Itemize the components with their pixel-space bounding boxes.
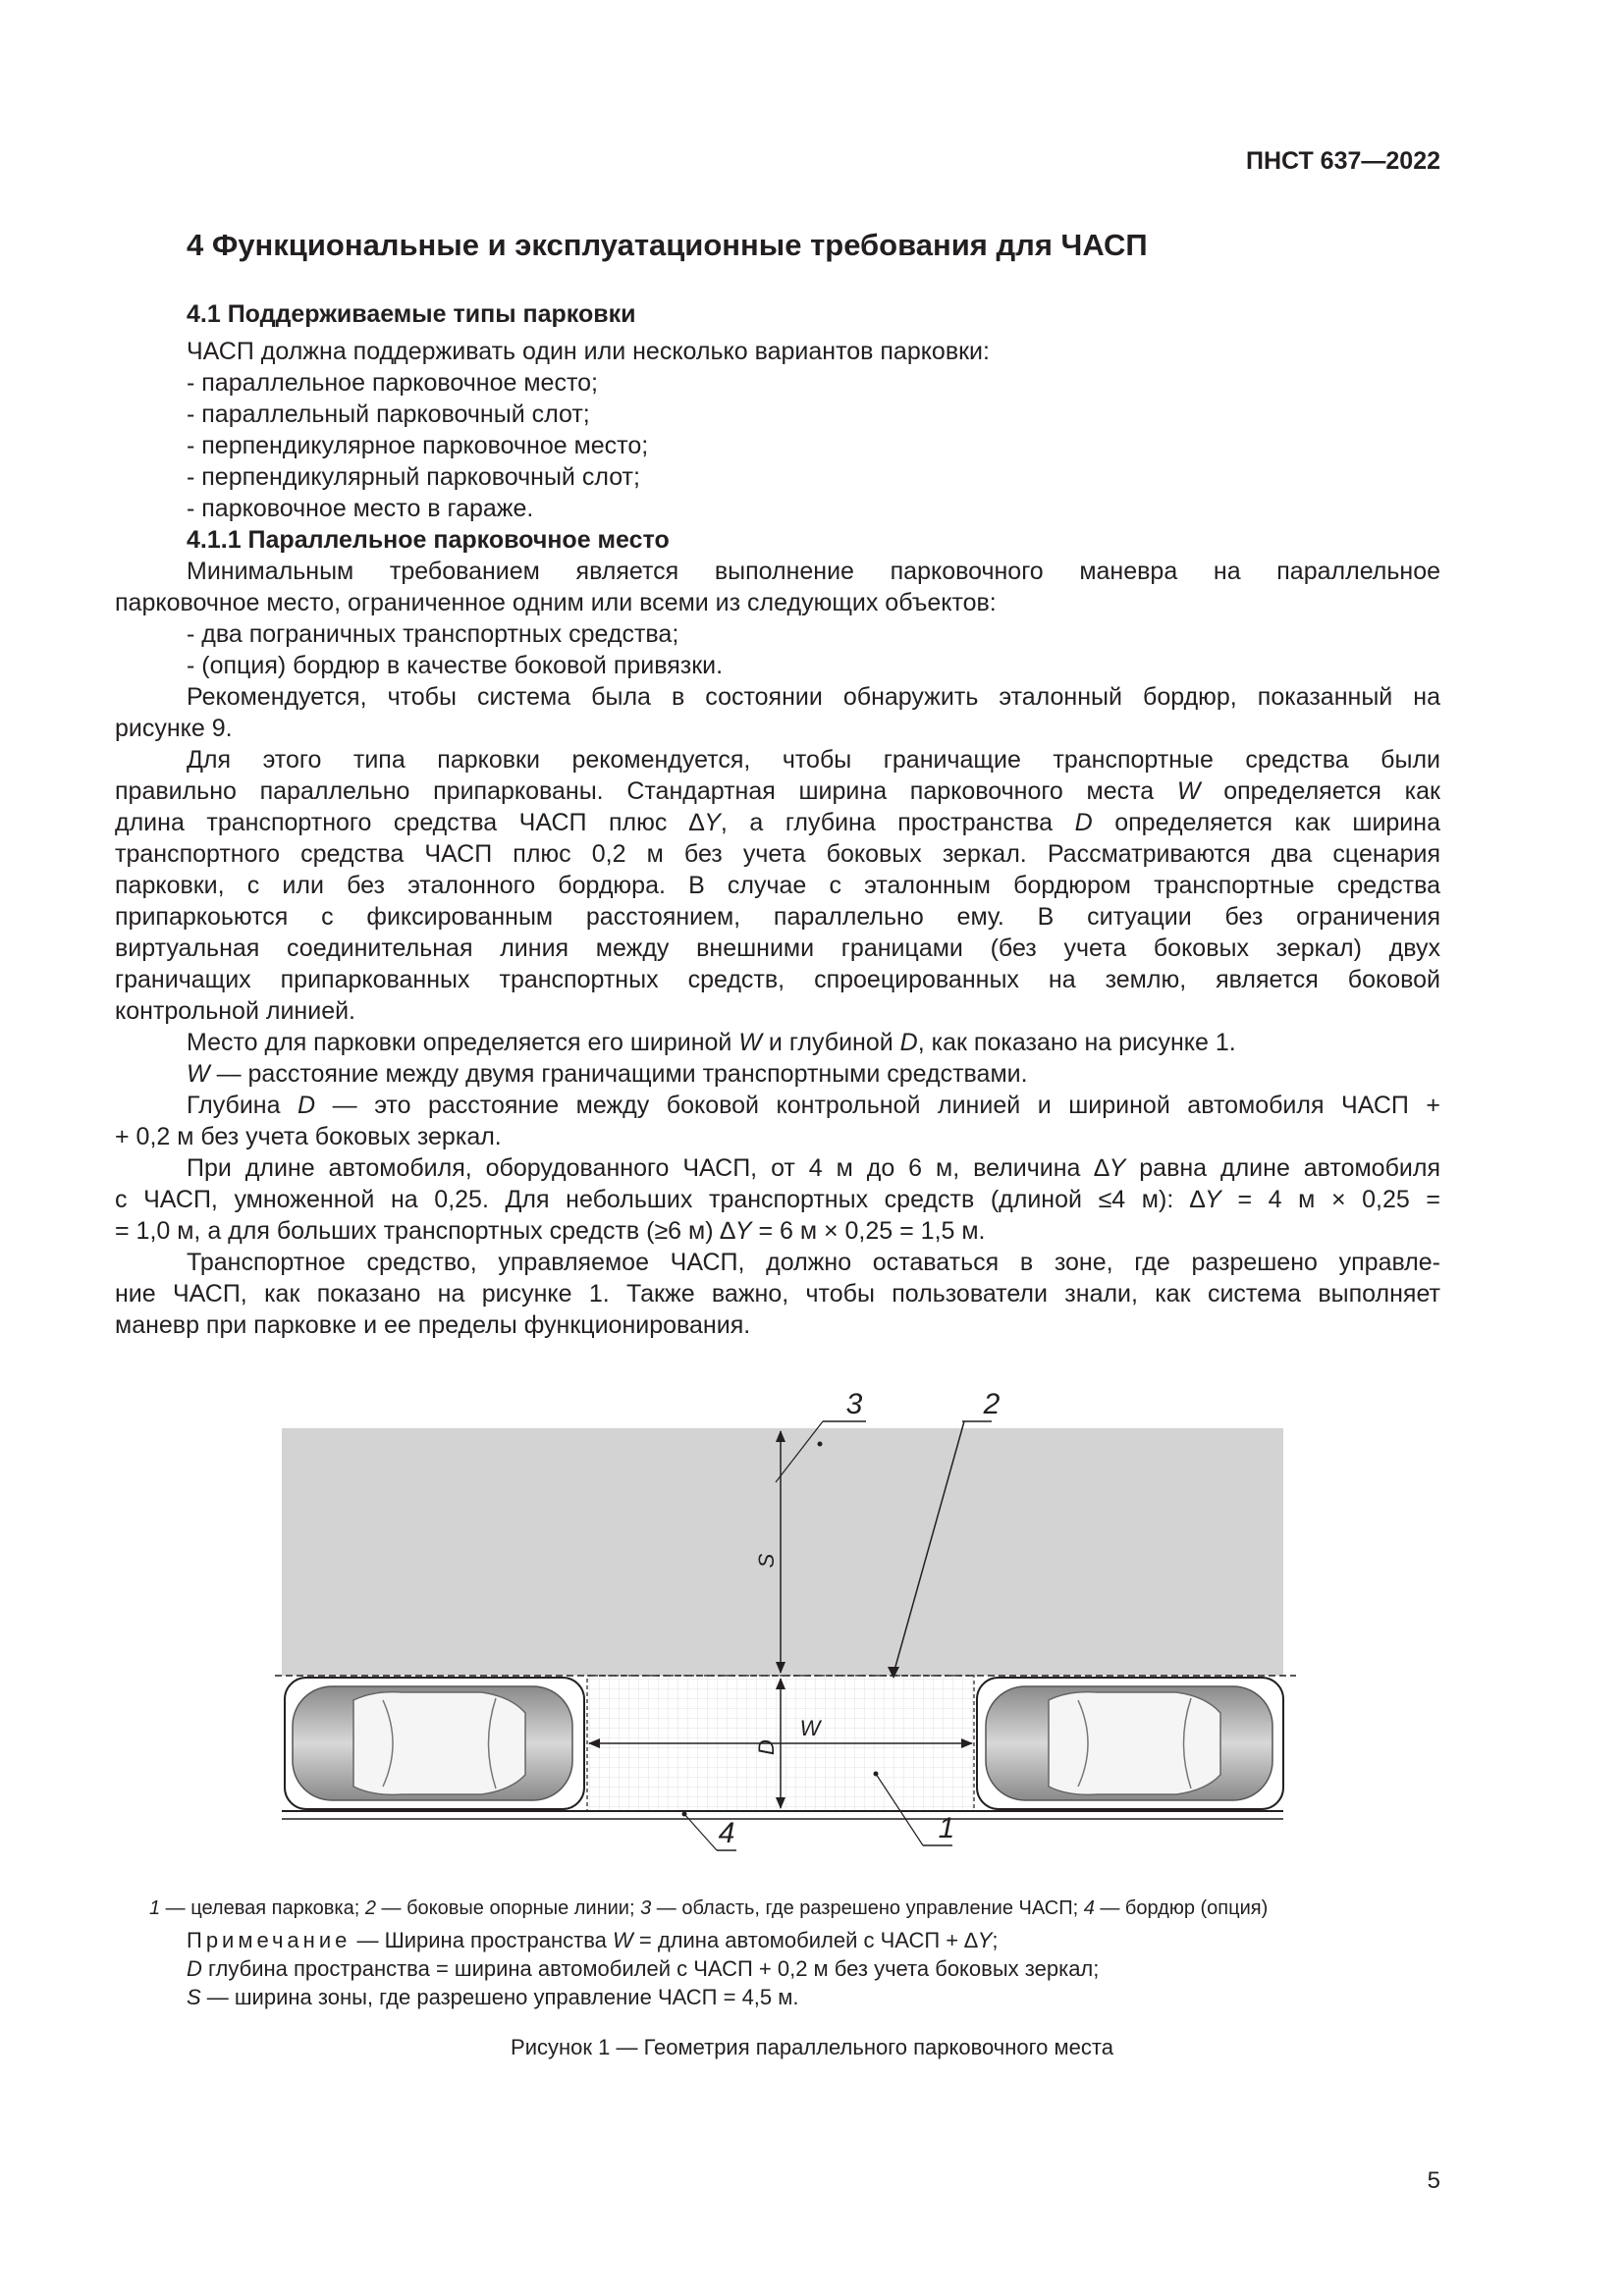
- note-line: D глубина пространства = ширина автомобилей с ЧАСП + 0,2 м без учета боковых зеркал;: [187, 1956, 1100, 1981]
- paragraph-line: длина транспортного средства ЧАСП плюс ∆Y, а глубина пространства D определяется как ширина: [115, 809, 1440, 836]
- list-item: - перпендикулярный парковочный слот;: [187, 463, 640, 491]
- paragraph-line: парковочное место, ограниченное одним или всеми из следующих объектов:: [115, 589, 997, 616]
- paragraph-line: транспортного средства ЧАСП плюс 0,2 м без учета боковых зеркал. Рассматриваются два сценария: [115, 840, 1440, 868]
- figure-caption: Рисунок 1 — Геометрия параллельного парковочного места: [511, 2035, 1113, 2059]
- d-dimension-label: D: [754, 1739, 779, 1755]
- paragraph-line: Рекомендуется, чтобы система была в состоянии обнаружить эталонный бордюр, показанный на: [187, 683, 1440, 711]
- callout-3-dot: [818, 1442, 823, 1447]
- paragraph-line: Транспортное средство, управляемое ЧАСП, должно оставаться в зоне, где разрешено управле-: [187, 1249, 1440, 1276]
- paragraph-line: = 1,0 м, а для больших транспортных средств (≥6 м) ∆Y = 6 м × 0,25 = 1,5 м.: [115, 1217, 986, 1245]
- figure-note: [187, 1926, 1099, 2011]
- section-4-1: [115, 298, 1440, 1341]
- callout-1-dot: [874, 1772, 879, 1777]
- document-code: ПНСТ 637—2022: [1246, 147, 1440, 175]
- right-boundary-car: [977, 1678, 1283, 1809]
- note-heading: Примечание: [187, 1928, 352, 1952]
- paragraph-line: При длине автомобиля, оборудованного ЧАСП, от 4 м до 6 м, величина ∆Y равна длине автомобиля: [187, 1154, 1440, 1182]
- s-dimension-label: S: [754, 1553, 779, 1569]
- paragraph-line: Для этого типа парковки рекомендуется, чтобы граничащие транспортные средства были: [187, 746, 1440, 774]
- page-number: 5: [1427, 2167, 1440, 2194]
- paragraph-line: контрольной линией.: [115, 997, 356, 1025]
- callout-3-label: 3: [845, 1388, 863, 1420]
- list-item: - перпендикулярное парковочное место;: [187, 432, 649, 459]
- paragraph-line: Место для парковки определяется его шириной W и глубиной D, как показано на рисунке 1.: [187, 1029, 1236, 1056]
- callout-4-label: 4: [718, 1817, 735, 1849]
- paragraph-line: Минимальным требованием является выполнение парковочного маневра на параллельное: [187, 558, 1440, 585]
- note-line: Примечание — Ширина пространства W = длина автомобилей с ЧАСП + ∆Y;: [187, 1928, 999, 1952]
- list-item: - параллельное парковочное место;: [187, 369, 598, 397]
- list-item: - два пограничных транспортных средства;: [187, 620, 679, 648]
- paragraph-line: Глубина D — это расстояние между боковой контрольной линией и шириной автомобиля ЧАСП +: [187, 1092, 1440, 1119]
- callout-4-dot: [682, 1812, 687, 1817]
- callout-1-label: 1: [938, 1812, 955, 1844]
- note-line: S — ширина зоны, где разрешено управление ЧАСП = 4,5 м.: [187, 1985, 799, 2009]
- left-boundary-car: [285, 1678, 584, 1809]
- paragraph-line: рисунке 9.: [115, 715, 233, 742]
- subsection-title: 4.1 Поддерживаемые типы парковки: [187, 300, 636, 328]
- paragraph-line: парковки, с или без эталонного бордюра. В случае с эталонным бордюром транспортные средства: [115, 872, 1440, 899]
- list-item: - параллельный парковочный слот;: [187, 400, 590, 428]
- paragraph-line: припаркоьются с фиксированным расстоянием, параллельно ему. В ситуации без ограничения: [115, 903, 1440, 931]
- subsection-title: 4.1.1 Параллельное парковочное место: [187, 526, 670, 554]
- allowed-area: [282, 1428, 1283, 1676]
- section-title: 4 Функциональные и эксплуатационные требования для ЧАСП: [187, 228, 1148, 262]
- paragraph-line: с ЧАСП, умноженной на 0,25. Для небольших транспортных средств (длиной ≤4 м): ∆Y = 4 м × 0,25 =: [115, 1186, 1441, 1213]
- list-item: - парковочное место в гараже.: [187, 495, 534, 522]
- list-item: - (опция) бордюр в качестве боковой привязки.: [187, 652, 724, 679]
- figure-legend: 1 — целевая парковка; 2 — боковые опорные линии; 3 — область, где разрешено управление ЧАСП; 4 — бордюр (опция): [149, 1897, 1269, 1919]
- parking-geometry-figure: [275, 1374, 1316, 1890]
- paragraph-line: виртуальная соединительная линия между внешними границами (без учета боковых зеркал) двух: [115, 934, 1440, 962]
- paragraph-line: правильно параллельно припаркованы. Стандартная ширина парковочного места W определяется как: [115, 777, 1440, 805]
- paragraph-line: W — расстояние между двумя граничащими транспортными средствами.: [187, 1060, 1028, 1088]
- paragraph: ЧАСП должна поддерживать один или несколько вариантов парковки:: [187, 338, 990, 365]
- paragraph-line: граничащих припаркованных транспортных средств, спроецированных на землю, является боковой: [115, 966, 1440, 993]
- w-dimension-label: W: [799, 1716, 821, 1740]
- paragraph-line: маневр при парковке и ее пределы функционирования.: [115, 1311, 751, 1339]
- paragraph-line: + 0,2 м без учета боковых зеркал.: [115, 1123, 502, 1150]
- paragraph-line: ние ЧАСП, как показано на рисунке 1. Также важно, чтобы пользователи знали, как система выполняет: [115, 1280, 1440, 1308]
- callout-2-label: 2: [983, 1388, 1001, 1420]
